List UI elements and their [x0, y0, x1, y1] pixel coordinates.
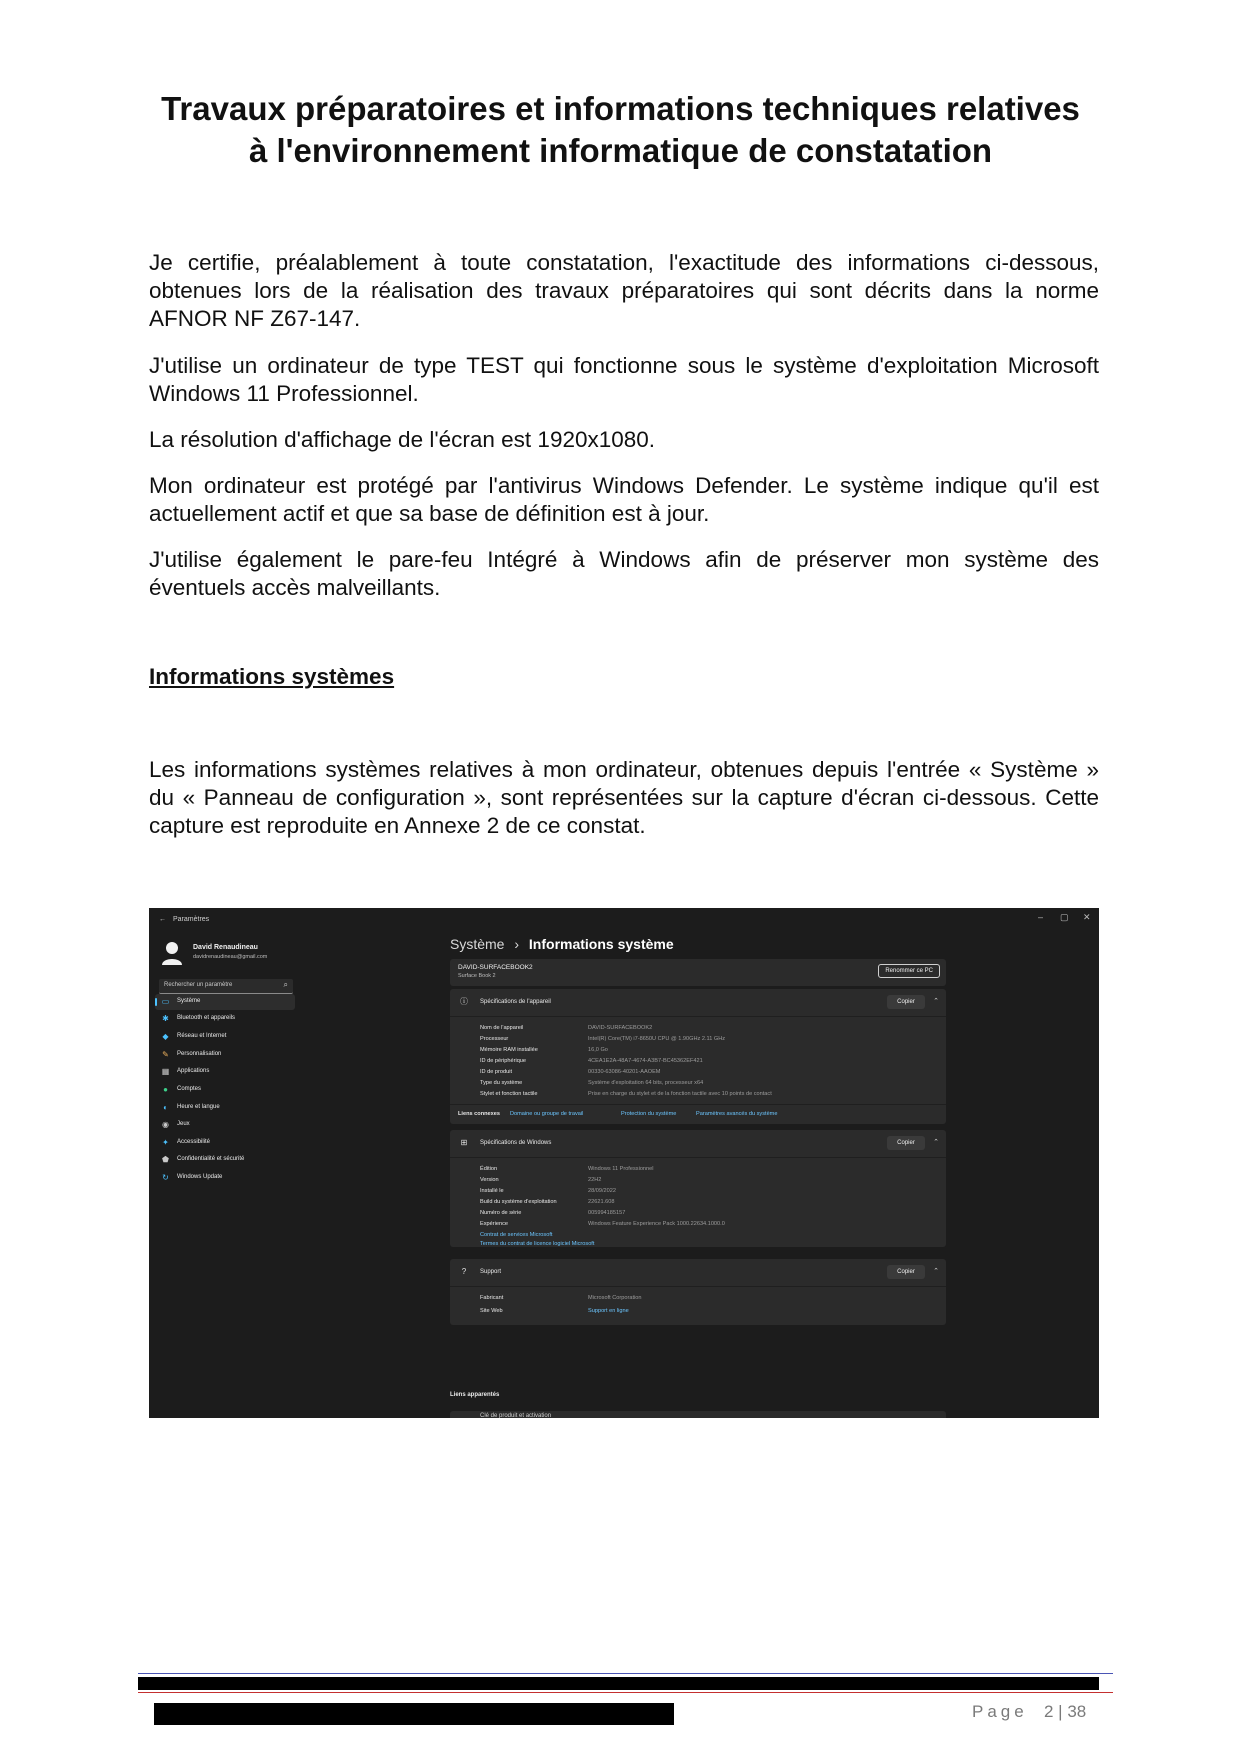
minimize-icon[interactable]: – — [1038, 912, 1044, 922]
settings-sidebar — [149, 908, 299, 1418]
spec-key: Installé le — [480, 1188, 504, 1194]
rename-pc-button[interactable]: Renommer ce PC — [878, 964, 940, 978]
breadcrumb-current: Informations système — [528, 936, 674, 952]
divider — [450, 1286, 946, 1287]
spec-key: Version — [480, 1177, 499, 1183]
sidebar-item-bluetooth[interactable] — [155, 1011, 295, 1027]
user-name: David Renaudineau — [193, 944, 258, 951]
related-links-title: Liens apparentés — [450, 1392, 500, 1398]
paragraph-certification: Je certifie, préalablement à toute constatation, l'exactitude des informations ci-dessous, obtenues lors de la réalisation des travaux préparatoires qui sont décrits dans la norme AFNOR NF Z67-147. — [149, 250, 1099, 331]
paragraph-system-info: Les informations systèmes relatives à mon ordinateur, obtenues depuis l'entrée « Système » du « Panneau de configuration », sont représentées sur la capture d'écran ci-dessous. Cette capture est reproduite en Annexe 2 de ce constat. — [149, 757, 1099, 838]
search-icon: ⌕ — [283, 980, 288, 989]
spec-value: 4CEA1E2A-48A7-4674-A3B7-BC45362EF421 — [588, 1058, 703, 1064]
paragraph-antivirus: Mon ordinateur est protégé par l'antivirus Windows Defender. Le système indique qu'il est actuellement actif et que sa base de définition est à jour. — [149, 473, 1099, 526]
brush-icon: ✎ — [162, 1050, 169, 1059]
sidebar-item-reseau[interactable] — [155, 1029, 295, 1045]
spec-value: Prise en charge du stylet et de la fonction tactile avec 10 points de contact — [588, 1091, 772, 1097]
sidebar-item-label: Confidentialité et sécurité — [177, 1156, 245, 1162]
account-icon: ● — [163, 1085, 168, 1094]
copy-support-button[interactable]: Copier — [887, 1265, 925, 1279]
shield-icon: ⬟ — [162, 1155, 169, 1164]
system-info-screenshot — [149, 908, 1099, 1418]
chevron-up-icon[interactable]: ⌃ — [933, 998, 939, 1005]
divider — [450, 1016, 946, 1017]
user-email: davidrenaudineau@gmail.com — [193, 954, 268, 960]
product-key-label: Clé de produit et activation — [480, 1413, 552, 1418]
footer-rule-blue — [138, 1673, 1113, 1674]
link-support-en-ligne[interactable]: Support en ligne — [588, 1308, 629, 1314]
device-name: DAVID-SURFACEBOOK2 — [458, 964, 533, 971]
apps-icon: ▦ — [161, 1067, 170, 1076]
footer-rule-red — [138, 1692, 1113, 1693]
document-title — [120, 88, 1121, 172]
info-icon: ⓘ — [460, 997, 468, 1006]
sidebar-item-label: Accessibilité — [177, 1139, 211, 1145]
redaction-bar — [138, 1677, 1099, 1690]
sidebar-item-accessibilite[interactable] — [155, 1135, 295, 1151]
spec-key: Type du système — [480, 1080, 523, 1086]
spec-value: DAVID-SURFACEBOOK2 — [588, 1025, 653, 1031]
link-parametres-avances[interactable]: Paramètres avancés du système — [696, 1111, 778, 1117]
device-specs-card — [450, 989, 946, 1124]
sidebar-item-systeme[interactable] — [155, 994, 295, 1010]
related-links-label: Liens connexes — [458, 1111, 500, 1117]
spec-value: Intel(R) Core(TM) i7-8650U CPU @ 1.90GHz 2.11 GHz — [588, 1036, 726, 1042]
sidebar-item-label: Comptes — [177, 1086, 202, 1092]
section-heading-informations: Informations systèmes — [149, 664, 395, 689]
breadcrumb-separator-icon: › — [514, 936, 520, 952]
system-icon: ▭ — [161, 997, 170, 1006]
spec-value: 28/09/2022 — [588, 1188, 616, 1194]
breadcrumb-parent[interactable]: Système — [450, 936, 505, 952]
gamepad-icon: ◉ — [162, 1120, 169, 1129]
sidebar-item-confidentialite[interactable] — [155, 1152, 295, 1168]
spec-value: Windows Feature Experience Pack 1000.22634.1000.0 — [588, 1221, 725, 1227]
spec-key: Édition — [480, 1166, 498, 1172]
link-protection[interactable]: Protection du système — [621, 1111, 677, 1117]
windows-logo-icon: ⊞ — [460, 1138, 468, 1147]
link-contrat-services[interactable]: Contrat de services Microsoft — [480, 1232, 553, 1238]
sidebar-item-heure[interactable] — [155, 1100, 295, 1116]
spec-value: Microsoft Corporation — [588, 1295, 642, 1301]
window-title: Paramètres — [173, 916, 210, 923]
spec-key: Expérience — [480, 1221, 508, 1227]
close-icon[interactable]: ✕ — [1083, 912, 1091, 922]
spec-key: Build du système d'exploitation — [480, 1199, 557, 1205]
spec-key: Stylet et fonction tactile — [480, 1091, 538, 1097]
spec-value: 22H2 — [588, 1177, 602, 1183]
spec-key: Numéro de série — [480, 1210, 522, 1216]
support-title: Support — [480, 1269, 502, 1275]
spec-key: Nom de l'appareil — [480, 1025, 524, 1031]
breadcrumb — [450, 936, 674, 952]
product-key-card[interactable] — [450, 1411, 946, 1418]
windows-specs-title: Spécifications de Windows — [480, 1140, 552, 1146]
bluetooth-icon: ✱ — [162, 1014, 169, 1023]
sidebar-item-applications[interactable] — [155, 1064, 295, 1080]
sidebar-item-label: Personnalisation — [177, 1051, 222, 1057]
spec-value: 00330-63086-40201-AAOEM — [588, 1069, 661, 1075]
sidebar-item-label: Bluetooth et appareils — [177, 1015, 236, 1021]
clock-globe-icon: ◐ — [163, 1103, 168, 1112]
title-line-2: à l'environnement informatique de constatation — [248, 132, 993, 169]
avatar-icon — [161, 940, 183, 966]
spec-key: Site Web — [480, 1308, 503, 1314]
paragraph-resolution: La résolution d'affichage de l'écran est 1920x1080. — [149, 427, 656, 452]
spec-key: ID de périphérique — [480, 1058, 527, 1064]
spec-value: Système d'exploitation 64 bits, processeur x64 — [588, 1080, 704, 1086]
device-model: Surface Book 2 — [458, 973, 496, 979]
spec-key: Fabricant — [480, 1295, 504, 1301]
spec-value: Windows 11 Professionnel — [588, 1166, 654, 1172]
page-number: 2 | 38 — [1044, 1702, 1087, 1721]
link-domaine[interactable]: Domaine ou groupe de travail — [510, 1111, 584, 1117]
search-input[interactable] — [159, 979, 293, 994]
copy-windows-specs-button[interactable]: Copier — [887, 1136, 925, 1150]
sidebar-item-windows-update[interactable] — [155, 1170, 295, 1186]
sidebar-item-label: Réseau et Internet — [177, 1033, 227, 1039]
sidebar-item-label: Heure et langue — [177, 1104, 220, 1110]
help-icon: ? — [461, 1267, 467, 1276]
sidebar-item-jeux[interactable] — [155, 1117, 295, 1133]
sidebar-item-label: Jeux — [177, 1121, 190, 1127]
spec-key: ID de produit — [480, 1069, 513, 1075]
sidebar-item-comptes[interactable] — [155, 1082, 295, 1098]
divider — [450, 1157, 946, 1158]
copy-device-specs-button[interactable]: Copier — [887, 995, 925, 1009]
spec-key: Mémoire RAM installée — [480, 1047, 538, 1053]
paragraph-computer: J'utilise un ordinateur de type TEST qui fonctionne sous le système d'exploitation Microsoft Windows 11 Professionnel. — [149, 353, 1099, 406]
title-line-1: Travaux préparatoires et informations techniques relatives — [161, 90, 1080, 127]
spec-value: 005994185157 — [588, 1210, 626, 1216]
chevron-up-icon[interactable]: ⌃ — [933, 1268, 939, 1275]
spec-key: Processeur — [480, 1036, 509, 1042]
sidebar-item-label: Applications — [177, 1068, 210, 1074]
chevron-up-icon[interactable]: ⌃ — [933, 1139, 939, 1146]
sidebar-item-personnalisation[interactable] — [155, 1047, 295, 1063]
support-card — [450, 1259, 946, 1325]
sidebar-item-label: Système — [177, 998, 201, 1004]
accessibility-icon: ✦ — [162, 1138, 169, 1147]
back-icon[interactable]: ← — [159, 916, 166, 923]
paragraph-firewall: J'utilise également le pare-feu Intégré à Windows afin de préserver mon système des éventuels accès malveillants. — [149, 547, 1099, 600]
maximize-icon[interactable]: ▢ — [1060, 912, 1069, 922]
spec-value: 16,0 Go — [588, 1047, 608, 1053]
link-termes-licence[interactable]: Termes du contrat de licence logiciel Microsoft — [480, 1241, 595, 1247]
device-specs-title: Spécifications de l'appareil — [480, 999, 551, 1005]
update-icon: ↻ — [162, 1173, 169, 1182]
divider — [450, 1104, 946, 1105]
page-label: Page — [972, 1702, 1028, 1721]
network-icon: ◆ — [162, 1032, 169, 1041]
redaction-bar — [154, 1703, 674, 1725]
search-placeholder: Rechercher un paramètre — [164, 982, 233, 988]
sidebar-item-label: Windows Update — [177, 1174, 223, 1180]
windows-specs-card — [450, 1130, 946, 1247]
spec-value: 22621.608 — [588, 1199, 615, 1205]
active-indicator — [155, 998, 157, 1006]
device-card — [450, 959, 946, 986]
